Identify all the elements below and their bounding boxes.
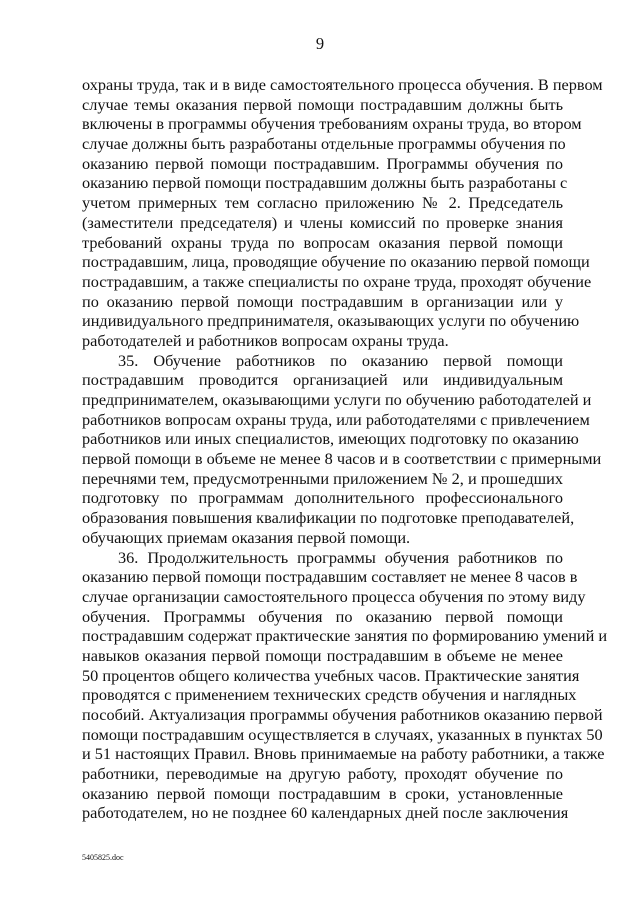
text-line: 36. Продолжительность программы обучения работников по bbox=[118, 547, 563, 567]
text-line: 50 процентов общего количества учебных часов. Практические занятия bbox=[82, 665, 580, 685]
text-line: 35. Обучение работников по оказанию первой помощи bbox=[118, 350, 563, 370]
text-line: навыков оказания первой помощи пострадавшим в объеме не менее bbox=[82, 645, 563, 665]
text-line: оказанию первой помощи пострадавшим в сроки, установленные bbox=[82, 783, 563, 803]
text-line: оказанию первой помощи пострадавшим составляет не менее 8 часов в bbox=[82, 567, 578, 587]
text-line: случае темы оказания первой помощи пострадавшим должны быть bbox=[82, 94, 563, 114]
text-line: подготовку по программам дополнительного профессионального bbox=[82, 488, 563, 508]
text-line: оказанию первой помощи пострадавшим. Программы обучения по bbox=[82, 153, 563, 173]
text-line: (заместители председателя) и члены комиссий по проверке знания bbox=[82, 212, 563, 232]
text-line: оказанию первой помощи пострадавшим должны быть разработаны с bbox=[82, 173, 568, 193]
paragraph bbox=[82, 75, 603, 351]
text-line: работников вопросам охраны труда, или работодателями с привлечением bbox=[82, 409, 590, 429]
text-line: проводятся с применением технических средств обучения и наглядных bbox=[82, 685, 577, 705]
text-line: работодателей и работников вопросам охраны труда. bbox=[82, 330, 449, 350]
text-line: пострадавшим проводится организацией или индивидуальным bbox=[82, 370, 563, 390]
page-number: 9 bbox=[315, 34, 325, 53]
text-line: учетом примерных тем согласно приложению № 2. Председатель bbox=[82, 193, 563, 213]
text-line: обучающих приемам оказания первой помощи. bbox=[82, 527, 411, 547]
text-line: обучения. Программы обучения по оказанию первой помощи bbox=[82, 606, 563, 626]
text-line: работников или иных специалистов, имеющих подготовку по оказанию bbox=[82, 429, 579, 449]
text-line: первой помощи в объеме не менее 8 часов и в соответствии с примерными bbox=[82, 449, 602, 469]
footer-filename: 5405825.doc bbox=[82, 853, 124, 862]
text-line: пострадавшим, лица, проводящие обучение по оказанию первой помощи bbox=[82, 252, 590, 272]
text-line: включены в программы обучения требованиям охраны труда, во втором bbox=[82, 114, 582, 134]
document-body bbox=[82, 75, 608, 823]
text-line: охраны труда, так и в виде самостоятельного процесса обучения. В первом bbox=[82, 75, 603, 94]
text-line: случае организации самостоятельного процесса обучения по этому виду bbox=[82, 586, 586, 606]
text-line: и 51 настоящих Правил. Вновь принимаемые на работу работники, а также bbox=[82, 744, 605, 764]
text-line: требований охраны труда по вопросам оказания первой помощи bbox=[82, 232, 563, 252]
text-line: по оказанию первой помощи пострадавшим в организации или у bbox=[82, 291, 563, 311]
text-line: помощи пострадавшим осуществляется в случаях, указанных в пунктах 50 bbox=[82, 724, 603, 744]
text-line: индивидуального предпринимателя, оказывающих услуги по обучению bbox=[82, 311, 580, 331]
text-line: пострадавшим содержат практические занятия по формированию умений и bbox=[82, 626, 608, 646]
text-line: предпринимателем, оказывающими услуги по обучению работодателей и bbox=[82, 390, 592, 409]
text-line: перечнями тем, предусмотренными приложением № 2, и прошедших bbox=[82, 468, 563, 488]
text-line: пособий. Актуализация программы обучения работников оказанию первой bbox=[82, 705, 603, 724]
text-line: образования повышения квалификации по подготовке преподавателей, bbox=[82, 508, 575, 528]
paragraph bbox=[82, 350, 602, 548]
text-line: случае должны быть разработаны отдельные программы обучения по bbox=[82, 134, 566, 154]
text-line: пострадавшим, а также специалисты по охране труда, проходят обучение bbox=[82, 271, 592, 291]
text-line: работодателем, но не позднее 60 календарных дней после заключения bbox=[82, 803, 569, 823]
paragraph bbox=[82, 547, 608, 824]
text-line: работники, переводимые на другую работу, проходят обучение по bbox=[82, 764, 563, 784]
